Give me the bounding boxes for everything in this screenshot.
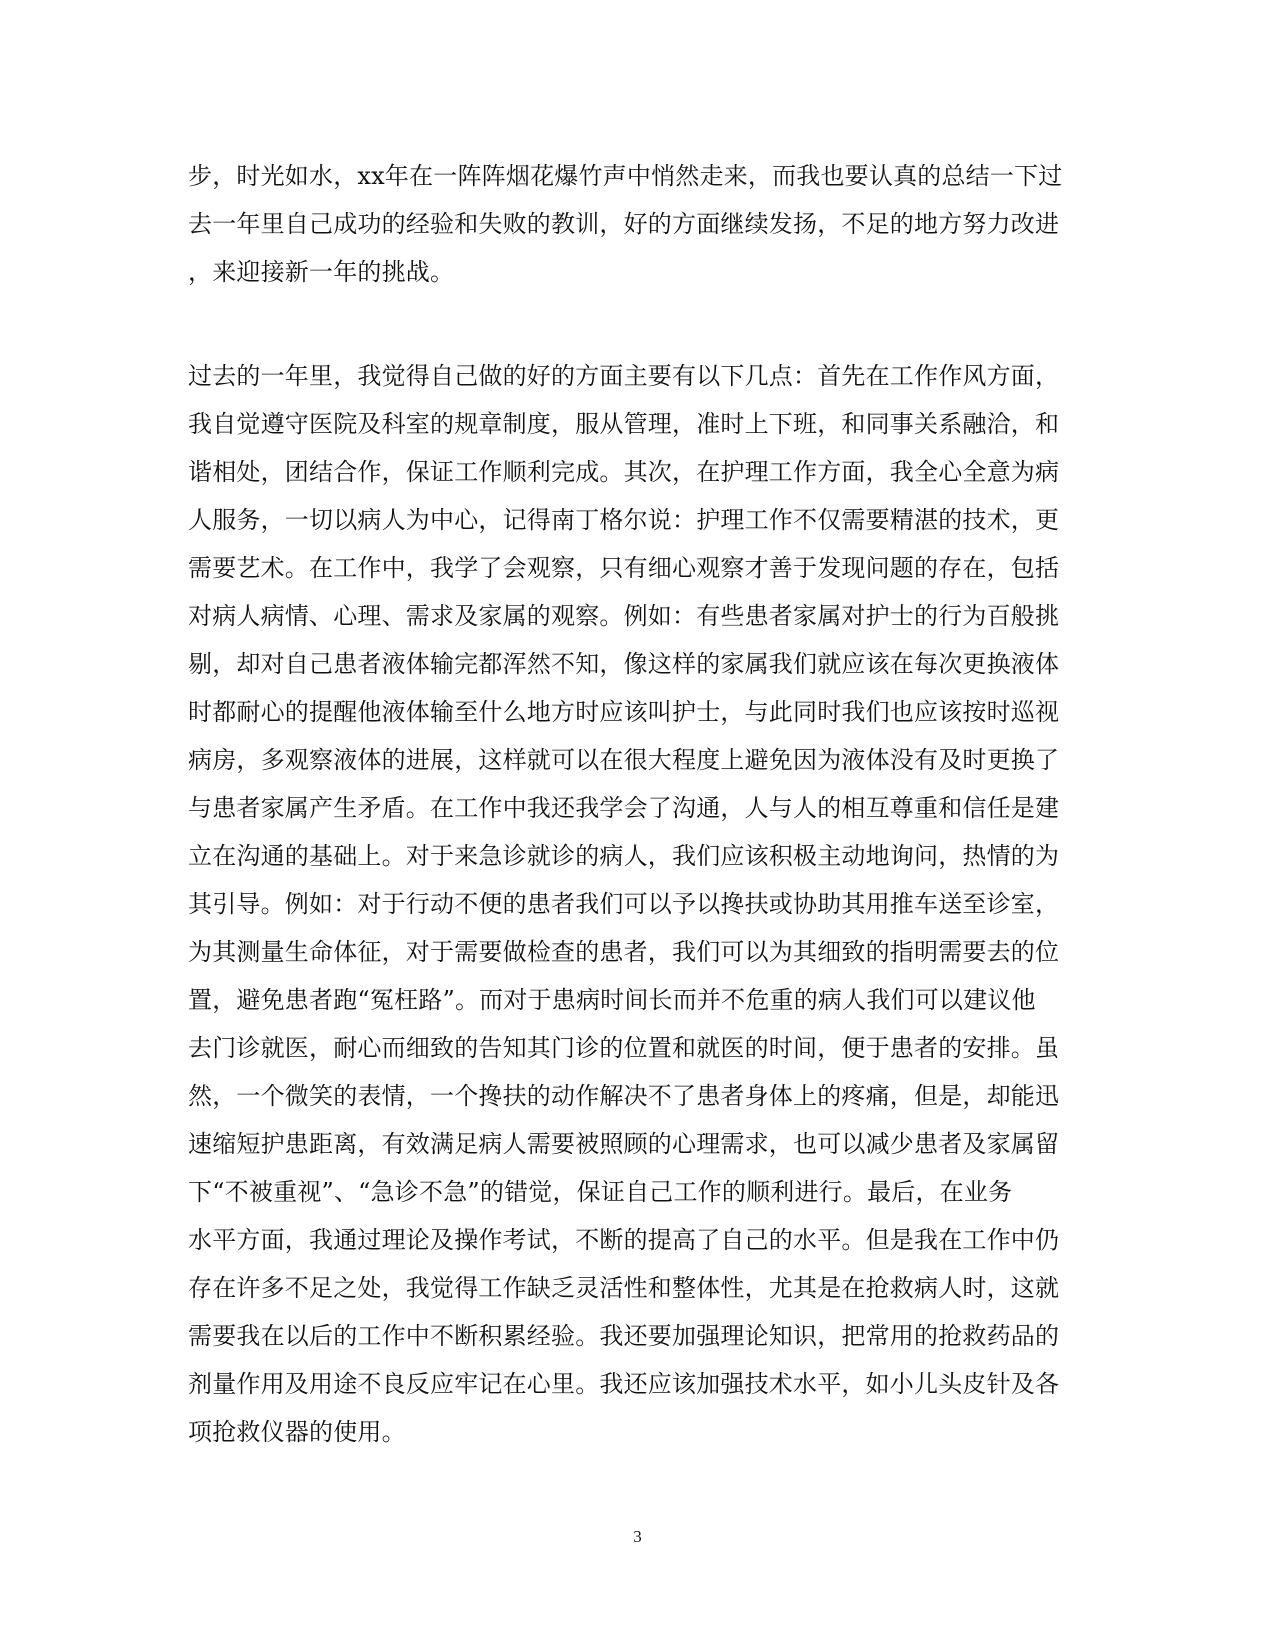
paragraph-2 bbox=[188, 352, 1088, 1456]
text-line: 与患者家属产生矛盾。在工作中我还我学会了沟通，人与人的相互尊重和信任是建 bbox=[188, 794, 1060, 822]
text-line: 时都耐心的提醒他液体输至什么地方时应该叫护士，与此同时我们也应该按时巡视 bbox=[188, 698, 1060, 726]
text-line: 下“不被重视”、“急诊不急”的错觉，保证自己工作的顺利进行。最后，在业务 bbox=[188, 1178, 1013, 1206]
text-line: 其引导。例如：对于行动不便的患者我们可以予以搀扶或协助其用推车送至诊室， bbox=[188, 890, 1060, 918]
text-line: 需要艺术。在工作中，我学了会观察，只有细心观察才善于发现问题的存在，包括 bbox=[188, 554, 1060, 582]
text-line: 人服务，一切以病人为中心，记得南丁格尔说：护理工作不仅需要精湛的技术，更 bbox=[188, 506, 1060, 534]
text-line: 项抢救仪器的使用。 bbox=[188, 1418, 406, 1446]
text-line: 我自觉遵守医院及科室的规章制度，服从管理，准时上下班，和同事关系融洽，和 bbox=[188, 410, 1060, 438]
paragraph-1 bbox=[188, 152, 1088, 296]
text-line: 对病人病情、心理、需求及家属的观察。例如：有些患者家属对护士的行为百般挑 bbox=[188, 602, 1060, 630]
text-line: 剂量作用及用途不良反应牢记在心里。我还应该加强技术水平，如小儿头皮针及各 bbox=[188, 1370, 1060, 1398]
page-number: 3 bbox=[633, 1527, 642, 1546]
text-line: 为其测量生命体征，对于需要做检查的患者，我们可以为其细致的指明需要去的位 bbox=[188, 938, 1060, 966]
text-line: 病房，多观察液体的进展，这样就可以在很大程度上避免因为液体没有及时更换了 bbox=[188, 746, 1060, 774]
text-line: 步，时光如水，xx年在一阵阵烟花爆竹声中悄然走来，而我也要认真的总结一下过 bbox=[188, 162, 1063, 190]
text-line: 剔，却对自己患者液体输完都浑然不知，像这样的家属我们就应该在每次更换液体 bbox=[188, 650, 1060, 678]
text-line: 谐相处，团结合作，保证工作顺利完成。其次，在护理工作方面，我全心全意为病 bbox=[188, 458, 1060, 486]
text-line: 去一年里自己成功的经验和失败的教训，好的方面继续发扬，不足的地方努力改进 bbox=[188, 210, 1060, 238]
text-line: 然，一个微笑的表情，一个搀扶的动作解决不了患者身体上的疼痛，但是，却能迅 bbox=[188, 1082, 1060, 1110]
text-line: 立在沟通的基础上。对于来急诊就诊的病人，我们应该积极主动地询问，热情的为 bbox=[188, 842, 1060, 870]
text-line: 去门诊就医，耐心而细致的告知其门诊的位置和就医的时间，便于患者的安排。虽 bbox=[188, 1034, 1060, 1062]
text-line: 存在许多不足之处，我觉得工作缺乏灵活性和整体性，尤其是在抢救病人时，这就 bbox=[188, 1274, 1060, 1302]
text-line: 需要我在以后的工作中不断积累经验。我还要加强理论知识，把常用的抢救药品的 bbox=[188, 1322, 1060, 1350]
text-line: 置，避免患者跑“冤枉路”。而对于患病时间长而并不危重的病人我们可以建议他 bbox=[188, 986, 1036, 1014]
text-line: ，来迎接新一年的挑战。 bbox=[188, 258, 455, 286]
text-line: 水平方面，我通过理论及操作考试，不断的提高了自己的水平。但是我在工作中仍 bbox=[188, 1226, 1060, 1254]
text-line: 过去的一年里，我觉得自己做的好的方面主要有以下几点：首先在工作作风方面， bbox=[188, 362, 1060, 390]
text-line: 速缩短护患距离，有效满足病人需要被照顾的心理需求，也可以减少患者及家属留 bbox=[188, 1130, 1060, 1158]
